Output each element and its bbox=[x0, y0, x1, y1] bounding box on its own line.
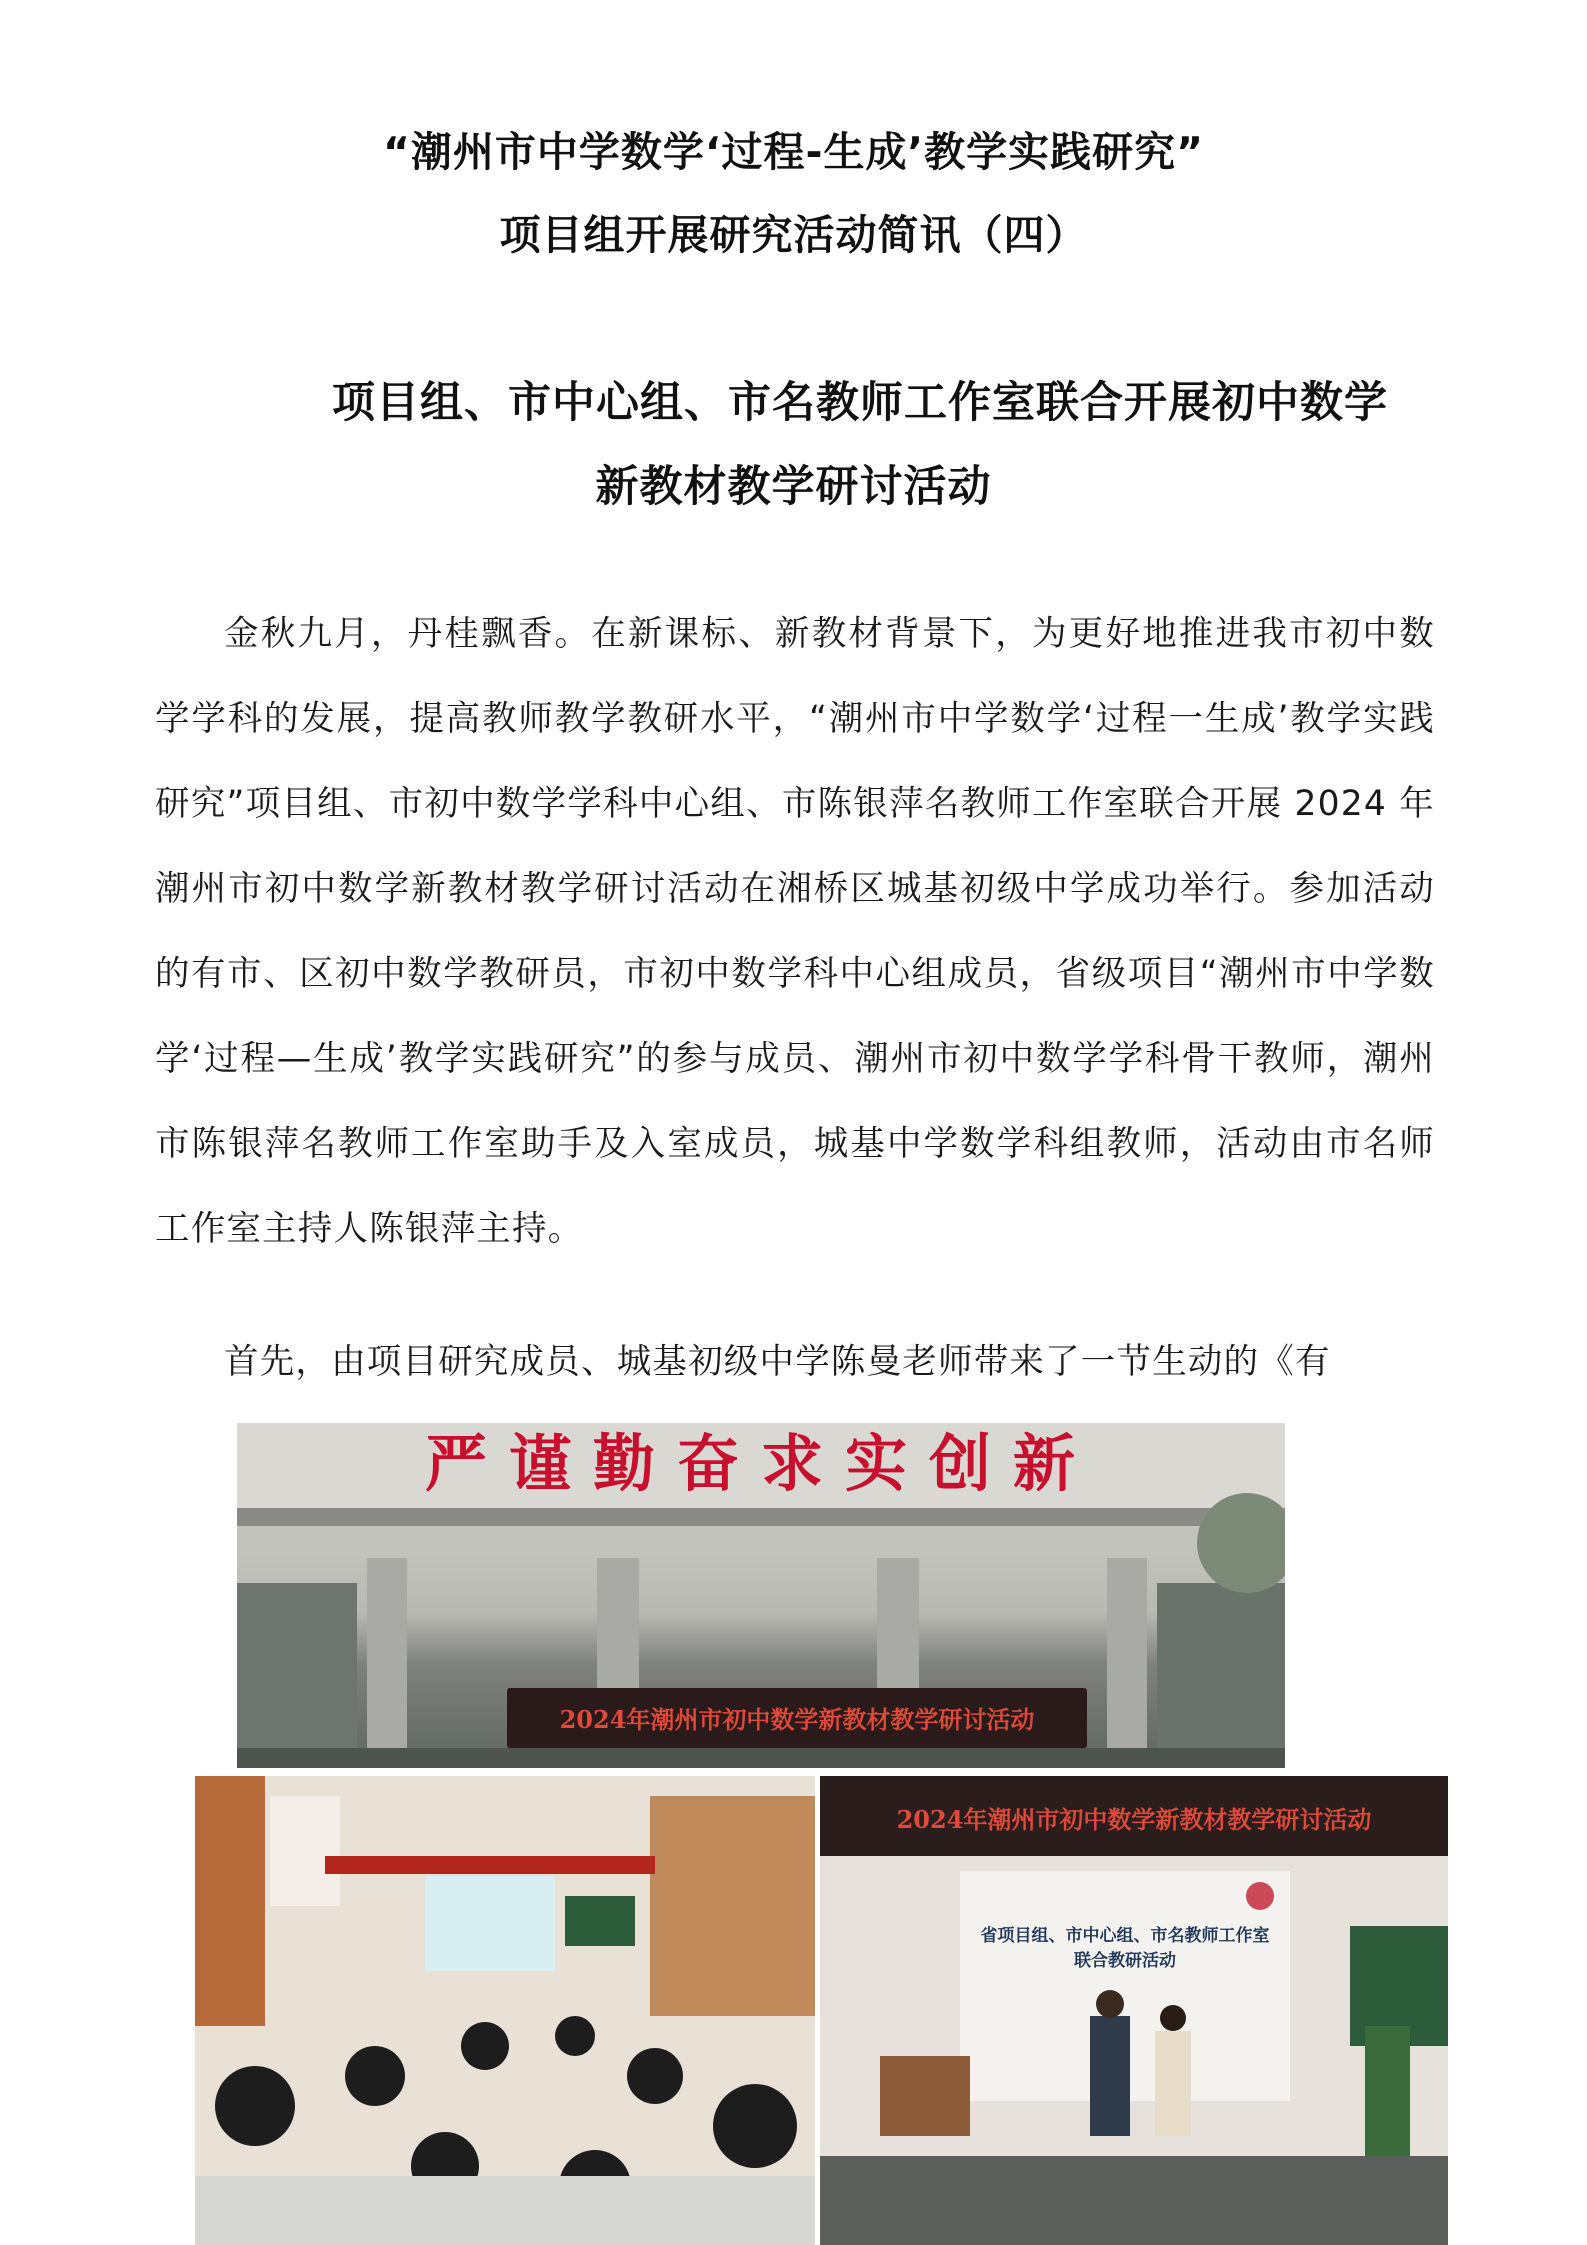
photo-school-building bbox=[237, 1423, 1285, 1768]
presenter-female bbox=[1155, 2031, 1191, 2136]
curtain-right bbox=[650, 1796, 815, 2016]
window bbox=[270, 1796, 340, 1906]
photo-classroom-presenters bbox=[820, 1776, 1448, 2245]
projector-screen bbox=[425, 1876, 555, 1971]
slide-title-line-1: 省项目组、市中心组、市名教师工作室 bbox=[980, 1926, 1270, 1946]
classroom-left-illustration bbox=[195, 1776, 815, 2245]
event-banner-text: 2024年潮州市初中数学新教材教学研讨活动 bbox=[559, 1705, 1035, 1734]
pillar bbox=[1107, 1558, 1147, 1768]
building-illustration bbox=[237, 1423, 1285, 1768]
presenter-male-head bbox=[1096, 1990, 1124, 2018]
desks bbox=[195, 2176, 815, 2245]
window-left bbox=[237, 1583, 357, 1768]
plum-blossom bbox=[1246, 1882, 1274, 1910]
crowd bbox=[237, 1748, 1285, 1768]
paragraph-intro: 金秋九月，丹桂飘香。在新课标、新教材背景下，为更好地推进我市初中数学学科的发展，提高教师教学教研水平，“潮州市中学数学‘过程一生成’教学实践研究”项目组、市初中数学学科中心组、市陈银萍名教师工作室联合开展 2024 年潮州市初中数学新教材教学研讨活动在湘桥区城基初级中学成功举行。参加活动的有市、区初中数学教研员，市初中数学科中心组成员，省级项目“潮州市中学数学‘过程—生成’教学实践研究”的参与成员、潮州市初中数学学科骨干教师，潮州市陈银萍名教师工作室助手及入室成员，城基中学数学科组教师，活动由市名师工作室主持人陈银萍主持。 bbox=[155, 614, 1435, 1249]
classroom-right-illustration bbox=[820, 1776, 1448, 2245]
presenter-female-head bbox=[1160, 2005, 1186, 2031]
slide-title-line-2: 联合教研活动 bbox=[1074, 1951, 1176, 1971]
top-banner-text: 2024年潮州市初中数学新教材教学研讨活动 bbox=[896, 1805, 1372, 1834]
podium bbox=[880, 2056, 970, 2136]
presenter-male bbox=[1090, 2016, 1130, 2136]
canopy bbox=[237, 1508, 1285, 1526]
window-right bbox=[1157, 1583, 1285, 1768]
subtitle-line-2: 新教材教学研讨活动 bbox=[595, 462, 992, 512]
blackboard bbox=[565, 1896, 635, 1946]
photo-classroom-audience bbox=[195, 1776, 815, 2245]
subtitle-line-1: 项目组、市中心组、市名教师工作室联合开展初中数学 bbox=[332, 378, 1388, 428]
paragraph-lesson: 首先，由项目研究成员、城基初级中学陈曼老师带来了一节生动的《有 bbox=[224, 1342, 1331, 1382]
audience-rows bbox=[820, 2156, 1448, 2245]
title-line-1: “潮州市中学数学‘过程-生成’教学实践研究” bbox=[382, 128, 1205, 176]
ceiling bbox=[237, 1526, 1285, 1558]
curtain-left bbox=[195, 1776, 265, 2026]
slogan-text: 严谨勤奋求实创新 bbox=[424, 1427, 1098, 1500]
front-banner bbox=[325, 1856, 655, 1874]
title-line-2: 项目组开展研究活动简讯（四） bbox=[499, 211, 1088, 259]
pillar bbox=[367, 1558, 407, 1768]
